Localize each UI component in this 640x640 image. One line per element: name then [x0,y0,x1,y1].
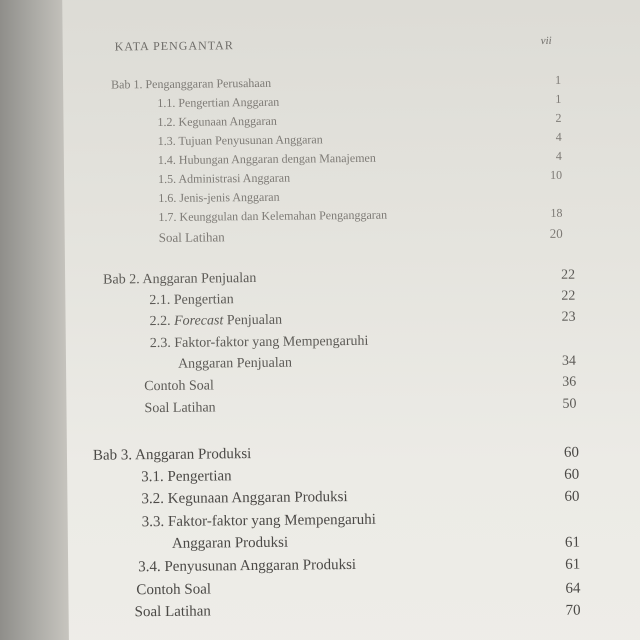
toc-entry: 1.5. Administrasi Anggaran [158,170,291,187]
toc-entry: 2.1. Pengertian [149,292,234,309]
toc-entry: 1.2. Kegunaan Anggaran [157,113,277,130]
toc-entry: Soal Latihan [158,229,225,246]
toc-entry-page: 20 [549,225,563,241]
toc-entry: 1.1. Pengertian Anggaran [157,94,280,111]
toc-page [62,0,640,640]
toc-entry: Soal Latihan [144,400,216,417]
toc-entry: 3.3. Faktor-faktor yang Mempengaruhi [141,511,376,531]
toc-entry-page: 60 [564,488,580,505]
toc-entry-page: 18 [550,205,563,220]
toc-entry-page: 50 [562,396,577,412]
toc-entry: 3.4. Penyusunan Anggaran Produksi [138,556,357,576]
header-title: KATA PENGANTAR [114,38,234,54]
toc-entry: 1.4. Hubungan Anggaran dengan Manajemen [157,150,376,168]
chapter-1-title: Bab 1. Penganggaran Perusahaan [111,75,272,92]
chapter-3-page: 60 [563,444,580,461]
toc-entry-page: 2 [555,110,562,125]
toc-entry-page: 60 [564,466,580,483]
toc-entry: Contoh Soal [144,378,214,395]
toc-entry-page: 4 [555,129,562,144]
toc-entry: Soal Latihan [134,603,211,621]
toc-entry-page: 10 [549,167,563,182]
chapter-2-title: Bab 2. Anggaran Penjualan [103,270,257,288]
toc-entry-page: 4 [555,148,562,163]
toc-entry-page: 36 [562,374,577,390]
toc-entry: 1.3. Tujuan Penyusunan Anggaran [157,132,323,149]
toc-entry: 3.2. Kegunaan Anggaran Produksi [141,489,348,508]
toc-entry: 3.1. Pengertian [141,468,232,486]
toc-entry-page: 64 [565,580,581,597]
chapter-1-page: 1 [554,72,562,87]
toc-entry: 1.6. Jenis-jenis Anggaran [158,189,280,206]
toc-entry-page: 23 [561,309,576,325]
toc-entry-page: 61 [564,534,581,551]
toc-entry-page: 22 [561,288,576,304]
toc-entry: 2.3. Faktor-faktor yang Mempengaruhi [149,333,369,352]
toc-entry-page: 70 [565,602,581,619]
toc-entry: 1.7. Keunggulan dan Kelemahan Penganggaran [158,207,388,225]
toc-entry-forecast: 2.2. Forecast Penjualan [149,312,283,330]
toc-entry-continuation: Anggaran Produksi [171,534,289,552]
toc-entry-page: 34 [561,353,577,369]
chapter-3-title: Bab 3. Anggaran Produksi [92,446,252,464]
header-page-number: vii [540,34,552,47]
toc-entry-page: 1 [555,91,562,106]
toc-entry-page: 61 [565,556,581,573]
toc-entry: Contoh Soal [136,581,212,599]
toc-entry-continuation: Anggaran Penjualan [177,355,293,372]
page-shadow [0,0,70,640]
chapter-2-page: 22 [561,267,576,283]
